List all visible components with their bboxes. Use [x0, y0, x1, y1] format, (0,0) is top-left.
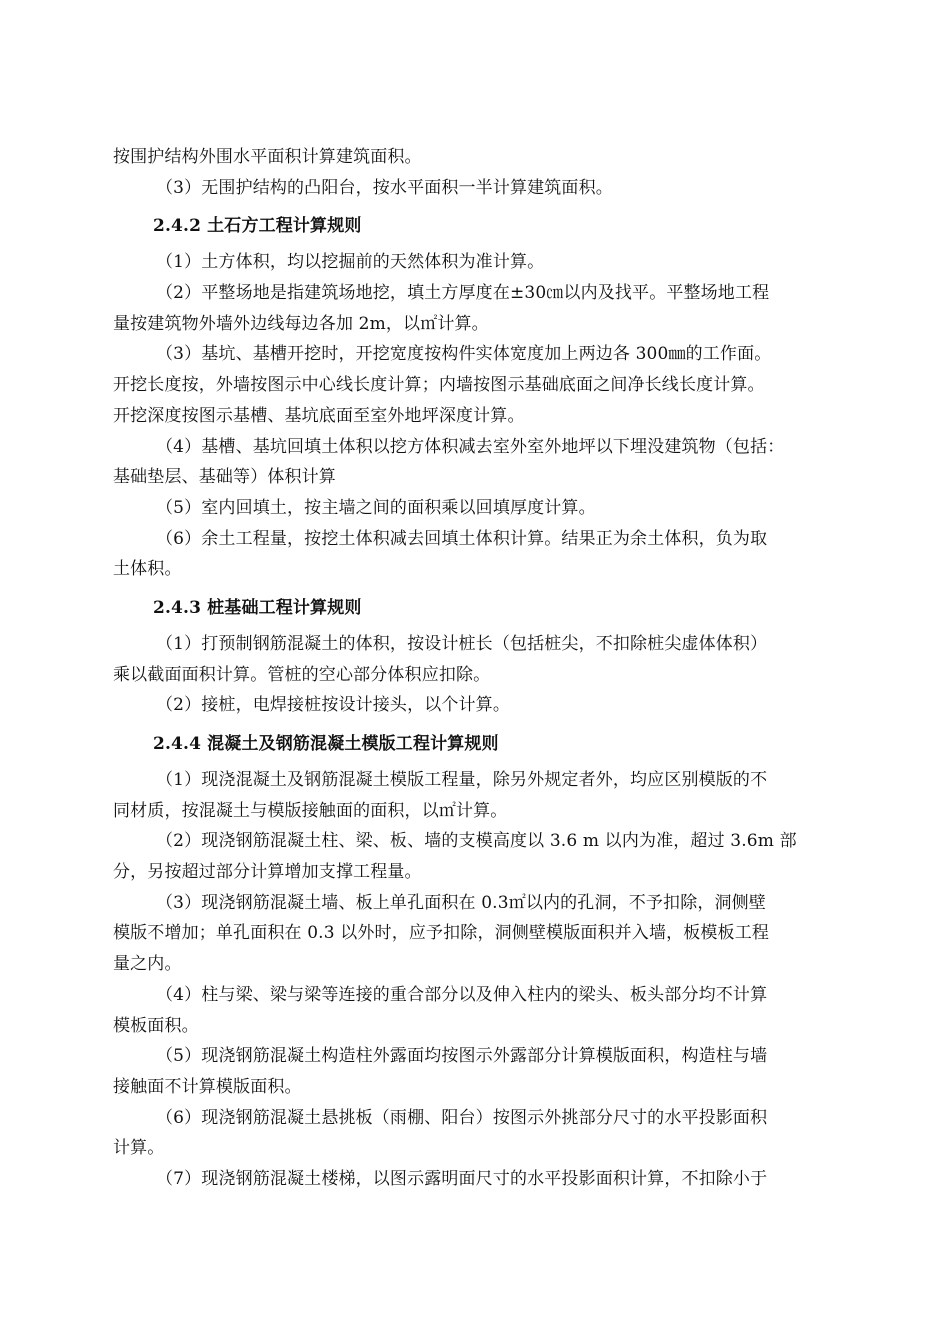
- text-line: 量按建筑物外墙外边线每边各加 2m，以㎡计算。: [113, 313, 489, 334]
- text-line: （1）打预制钢筋混凝土的体积，按设计桩长（包括桩尖，不扣除桩尖虚体体积）: [156, 633, 768, 654]
- section-heading: 2.4.3 桩基础工程计算规则: [153, 597, 362, 618]
- text-line: （4）基槽、基坑回填土体积以挖方体积减去室外室外地坪以下埋没建筑物（包括：: [156, 436, 785, 457]
- text-line: （3）基坑、基槽开挖时，开挖宽度按构件实体宽度加上两边各 300㎜的工作面。: [156, 344, 772, 365]
- text-line: （3）现浇钢筋混凝土墙、板上单孔面积在 0.3㎡以内的孔洞，不予扣除，洞侧壁: [156, 892, 766, 913]
- text-line: 模板面积。: [113, 1015, 199, 1036]
- text-line: 开挖深度按图示基槽、基坑底面至室外地坪深度计算。: [113, 405, 525, 426]
- text-line: 基础垫层、基础等）体积计算: [113, 467, 336, 488]
- section-heading: 2.4.4 混凝土及钢筋混凝土模版工程计算规则: [153, 734, 499, 754]
- text-line: （4）柱与梁、梁与梁等连接的重合部分以及伸入柱内的梁头、板头部分均不计算: [156, 984, 768, 1005]
- text-line: 接触面不计算模版面积。: [113, 1076, 302, 1097]
- text-line: 土体积。: [113, 559, 182, 580]
- text-line: 按围护结构外围水平面积计算建筑面积。: [113, 147, 422, 167]
- text-line: 开挖长度按，外墙按图示中心线长度计算；内墙按图示基础底面之间净长线长度计算。: [113, 375, 765, 396]
- text-line: （1）现浇混凝土及钢筋混凝土模版工程量，除另外规定者外，均应区别模版的不: [156, 770, 768, 790]
- text-line: 分，另按超过部分计算增加支撑工程量。: [113, 862, 422, 883]
- section-heading: 2.4.2 土石方工程计算规则: [153, 216, 362, 237]
- text-line: （2）接桩，电焊接桩按设计接头，以个计算。: [156, 695, 510, 716]
- text-line: （5）室内回填土，按主墙之间的面积乘以回填厚度计算。: [156, 497, 596, 518]
- text-line: （3）无围护结构的凸阳台，按水平面积一半计算建筑面积。: [156, 177, 613, 198]
- text-line: 计算。: [113, 1138, 165, 1159]
- text-line: （6）余土工程量，按挖土体积减去回填土体积计算。结果正为余土体积，负为取: [156, 528, 768, 549]
- text-line: （7）现浇钢筋混凝土楼梯，以图示露明面尺寸的水平投影面积计算，不扣除小于: [156, 1168, 768, 1189]
- document-body: [113, 142, 841, 1195]
- text-line: 模版不增加；单孔面积在 0.3 以外时，应予扣除，洞侧壁模版面积并入墙，板模板工程: [113, 923, 769, 944]
- text-line: 同材质，按混凝土与模版接触面的面积，以㎡计算。: [113, 800, 508, 821]
- text-line: 量之内。: [113, 954, 182, 975]
- text-line: （5）现浇钢筋混凝土构造柱外露面均按图示外露部分计算模版面积，构造柱与墙: [156, 1046, 768, 1067]
- text-line: （6）现浇钢筋混凝土悬挑板（雨棚、阳台）按图示外挑部分尺寸的水平投影面积: [156, 1107, 768, 1128]
- text-line: （1）土方体积，均以挖掘前的天然体积为准计算。: [156, 252, 545, 273]
- text-line: （2）平整场地是指建筑场地挖，填土方厚度在±30㎝以内及找平。平整场地工程: [156, 283, 770, 304]
- text-line: （2）现浇钢筋混凝土柱、梁、板、墙的支模高度以 3.6 m 以内为准，超过 3.6m 部: [156, 831, 797, 852]
- text-line: 乘以截面面积计算。管桩的空心部分体积应扣除。: [113, 664, 491, 685]
